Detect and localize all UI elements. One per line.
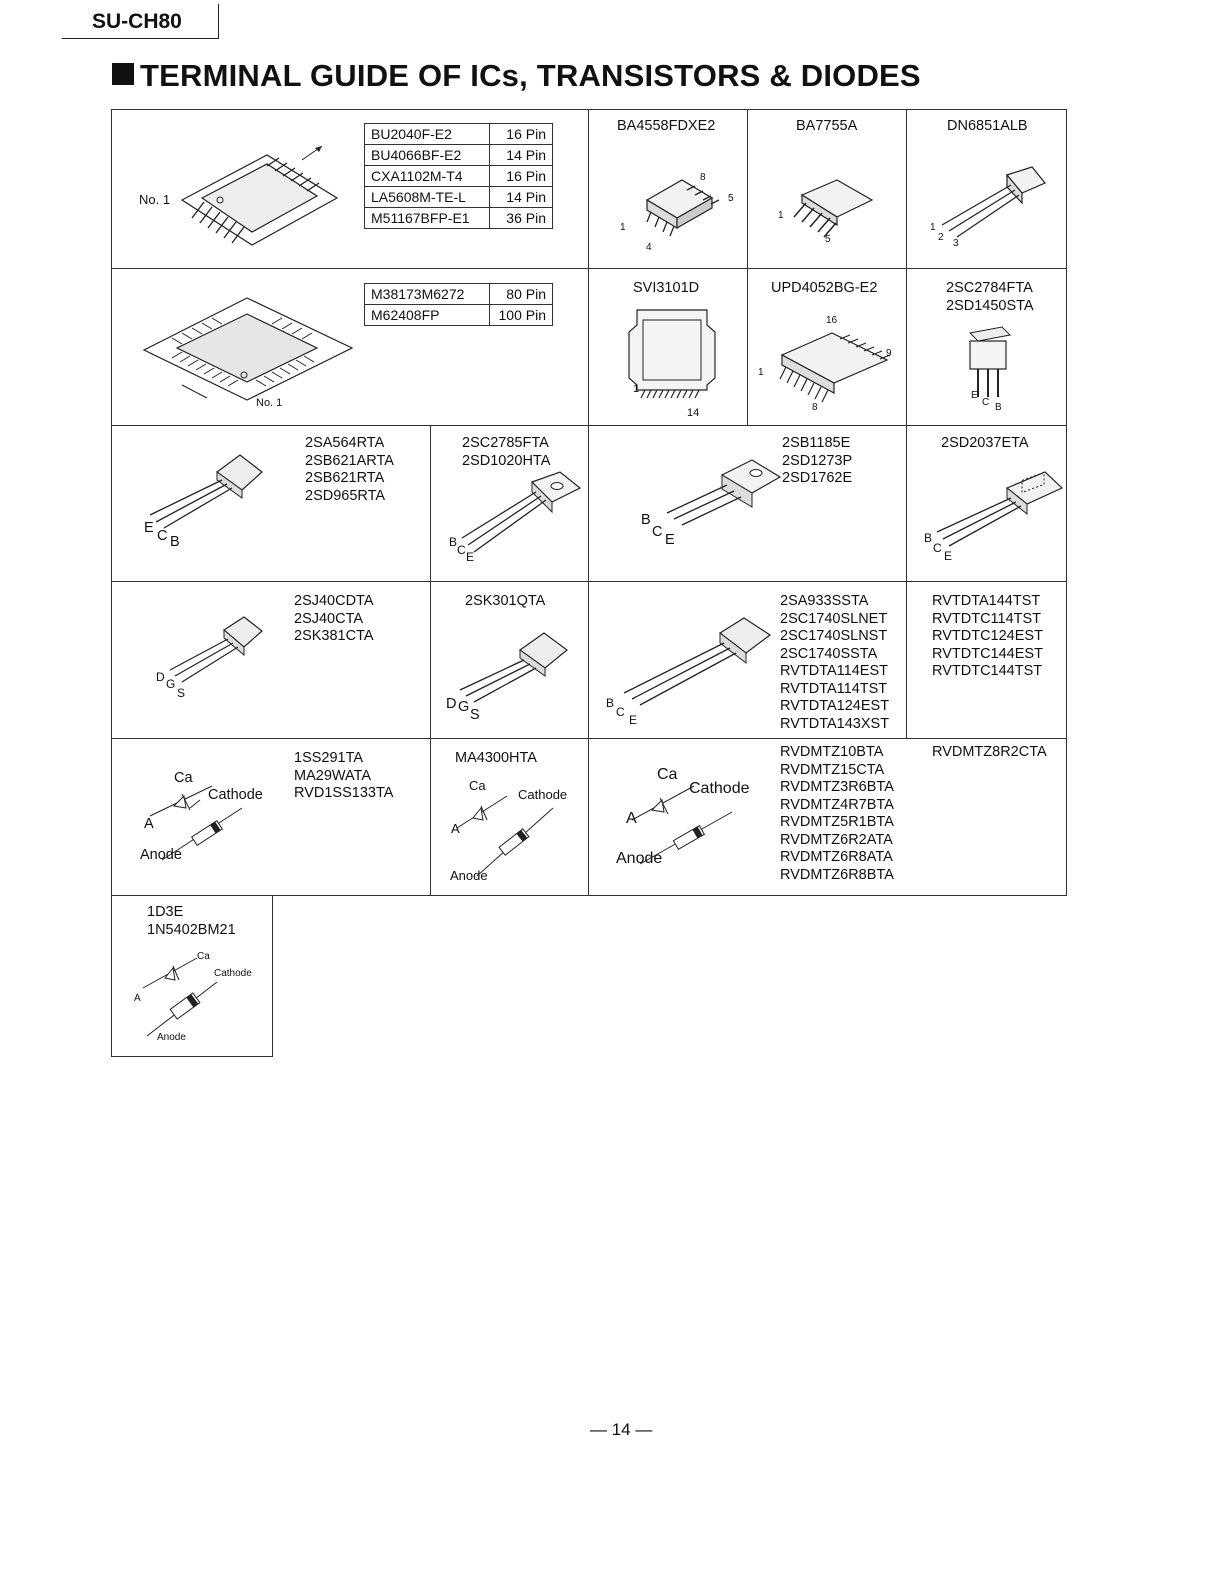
part-number: BU2040F-E2 bbox=[365, 124, 490, 145]
table-row bbox=[365, 124, 553, 145]
col-divider bbox=[430, 425, 431, 895]
part-number: M51167BFP-E1 bbox=[365, 208, 490, 229]
pin-label: 1 bbox=[930, 222, 936, 233]
pin-label: C bbox=[933, 541, 942, 555]
pin-count: 80 Pin bbox=[490, 284, 553, 305]
pin-label: E bbox=[466, 550, 475, 564]
part-names: 2SK301QTA bbox=[465, 593, 546, 609]
pin-label: 1 bbox=[620, 222, 626, 233]
anode-label: Anode bbox=[140, 847, 182, 863]
cathode-label: Cathode bbox=[689, 780, 750, 797]
pin-count: 16 Pin bbox=[490, 166, 553, 187]
pin1-label: No. 1 bbox=[256, 397, 283, 409]
page-title bbox=[112, 58, 921, 94]
pin-label: 1 bbox=[778, 210, 784, 221]
part-number: M62408FP bbox=[365, 305, 490, 326]
pin-label: D bbox=[446, 696, 457, 712]
cathode-label: Cathode bbox=[214, 968, 252, 979]
pin-label: B bbox=[995, 402, 1002, 413]
pin-label: 5 bbox=[825, 234, 831, 245]
pin-label: S bbox=[470, 707, 480, 723]
pin-label: G bbox=[458, 699, 470, 715]
pin1-label: No. 1 bbox=[139, 192, 171, 207]
cathode-mark-label: Ca bbox=[174, 770, 193, 786]
pin-label: 14 bbox=[687, 407, 700, 419]
part-name: UPD4052BG-E2 bbox=[771, 280, 878, 296]
pin-count: 16 Pin bbox=[490, 124, 553, 145]
pin-label: 16 bbox=[826, 315, 838, 326]
pin-label: E bbox=[665, 532, 675, 548]
part-names: 2SC2785FTA 2SD1020HTA bbox=[462, 435, 551, 469]
to92-fet-drawing bbox=[452, 630, 582, 710]
part-number: LA5608M-TE-L bbox=[365, 187, 490, 208]
part-names: RVDMTZ10BTA RVDMTZ15CTA RVDMTZ3R6BTA RVDMTZ4R7BTA RVDMTZ5R1BTA RVDMTZ6R2ATA RVDMTZ6R8ATA RVDMTZ6R8BTA bbox=[780, 744, 894, 883]
pin-label: C bbox=[157, 528, 168, 544]
pin-label: 3 bbox=[953, 238, 959, 249]
pin-label: 2 bbox=[938, 232, 944, 243]
to92-transistor-drawing bbox=[927, 165, 1057, 245]
model-tab bbox=[62, 4, 219, 39]
pin-label: C bbox=[652, 524, 663, 540]
part-names: 2SA933SSTA 2SC1740SLNET 2SC1740SLNST 2SC1740SSTA RVTDTA114EST RVTDTA114TST RVTDTA124EST RVTDTA143XST bbox=[780, 593, 890, 732]
part-number: BU4066BF-E2 bbox=[365, 145, 490, 166]
anode-mark-label: A bbox=[134, 993, 141, 1004]
part-names: RVTDTA144TST RVTDTC114TST RVTDTC124EST RVTDTC144EST RVTDTC144TST bbox=[932, 593, 1043, 679]
table-row bbox=[365, 305, 553, 326]
to126-transistor-drawing bbox=[452, 470, 582, 560]
sop8-ic-drawing bbox=[627, 170, 737, 250]
page-title-text: TERMINAL GUIDE OF ICs, TRANSISTORS & DIODES bbox=[140, 58, 921, 93]
pin-label: B bbox=[449, 535, 458, 549]
part-names: 2SD2037ETA bbox=[941, 435, 1029, 451]
pin-label: 8 bbox=[812, 402, 818, 413]
part-name: BA7755A bbox=[796, 118, 858, 134]
anode-label: Anode bbox=[157, 1032, 186, 1043]
to92-transistor-drawing bbox=[142, 450, 272, 540]
terminal-guide-table bbox=[111, 109, 1067, 896]
pin-count: 14 Pin bbox=[490, 187, 553, 208]
square-bullet-icon bbox=[112, 63, 134, 85]
pin-label: C bbox=[457, 543, 466, 557]
sop16-ic-drawing bbox=[762, 325, 902, 405]
anode-mark-label: A bbox=[451, 821, 460, 836]
anode-label: Anode bbox=[616, 850, 663, 867]
part-names: 2SB1185E 2SD1273P 2SD1762E bbox=[782, 435, 853, 486]
pin-label: C bbox=[982, 397, 990, 408]
cathode-mark-label: Ca bbox=[469, 778, 486, 793]
page-number: — 14 — bbox=[590, 1420, 653, 1439]
pin-label: 8 bbox=[700, 172, 706, 183]
col-divider bbox=[906, 110, 907, 581]
pin-label: E bbox=[971, 390, 978, 401]
to92-transistor-drawing bbox=[612, 615, 782, 710]
part-name: BA4558FDXE2 bbox=[617, 118, 716, 134]
part-names: 2SA564RTA 2SB621ARTA 2SB621RTA 2SD965RTA bbox=[305, 435, 394, 504]
sop-ic-drawing bbox=[172, 140, 352, 250]
part-names: 2SC2784FTA 2SD1450STA bbox=[946, 280, 1034, 314]
part-names: 1SS291TA MA29WATA RVD1SS133TA bbox=[294, 750, 394, 801]
pin-label: 9 bbox=[886, 348, 892, 359]
cathode-label: Cathode bbox=[518, 787, 568, 802]
pin-label: 5 bbox=[728, 193, 734, 204]
col-divider bbox=[588, 110, 589, 895]
qfp-ic-drawing bbox=[142, 290, 362, 400]
part-names: MA4300HTA bbox=[455, 750, 537, 766]
pin-label: D bbox=[156, 670, 165, 684]
to92-fet-drawing bbox=[162, 615, 282, 695]
part-names: 1D3E 1N5402BM21 bbox=[147, 904, 236, 938]
anode-label: Anode bbox=[450, 868, 488, 883]
table-row bbox=[365, 166, 553, 187]
part-names: RVDMTZ8R2CTA bbox=[932, 744, 1047, 760]
pin-count-table bbox=[364, 123, 553, 229]
pin-label: E bbox=[629, 713, 638, 727]
anode-mark-label: A bbox=[144, 816, 154, 832]
pin-count: 14 Pin bbox=[490, 145, 553, 166]
table-row bbox=[365, 284, 553, 305]
part-number: CXA1102M-T4 bbox=[365, 166, 490, 187]
pin-label: B bbox=[170, 534, 180, 550]
model-number: SU-CH80 bbox=[92, 10, 182, 33]
pin-count: 36 Pin bbox=[490, 208, 553, 229]
hybrid-ic-drawing bbox=[627, 300, 727, 410]
pin-label: 1 bbox=[633, 383, 640, 395]
pin-label: B bbox=[924, 531, 933, 545]
pin-label: B bbox=[606, 696, 615, 710]
pin-label: 4 bbox=[646, 242, 652, 253]
pin-label: B bbox=[641, 512, 651, 528]
part-name: DN6851ALB bbox=[947, 118, 1028, 134]
pin-label: E bbox=[144, 520, 154, 536]
col-divider bbox=[906, 581, 907, 738]
cathode-label: Cathode bbox=[208, 787, 263, 803]
cathode-mark-label: Ca bbox=[657, 766, 678, 783]
pin-label: S bbox=[177, 686, 186, 700]
pin-label: C bbox=[616, 705, 625, 719]
part-number: M38173M6272 bbox=[365, 284, 490, 305]
pin-count-table bbox=[364, 283, 553, 326]
table-row bbox=[365, 208, 553, 229]
col-divider bbox=[747, 110, 748, 425]
pin-count: 100 Pin bbox=[490, 305, 553, 326]
table-row bbox=[365, 145, 553, 166]
part-names: 2SJ40CDTA 2SJ40CTA 2SK381CTA bbox=[294, 593, 374, 644]
to126-transistor-drawing bbox=[927, 470, 1067, 560]
pin-label: 1 bbox=[758, 367, 764, 378]
table-row bbox=[365, 187, 553, 208]
cathode-mark-label: Ca bbox=[197, 951, 210, 962]
pin-label: G bbox=[166, 677, 176, 691]
part-name: SVI3101D bbox=[633, 280, 700, 296]
pin-label: E bbox=[944, 549, 953, 563]
anode-mark-label: A bbox=[626, 810, 637, 827]
diode-cell bbox=[111, 895, 273, 1057]
